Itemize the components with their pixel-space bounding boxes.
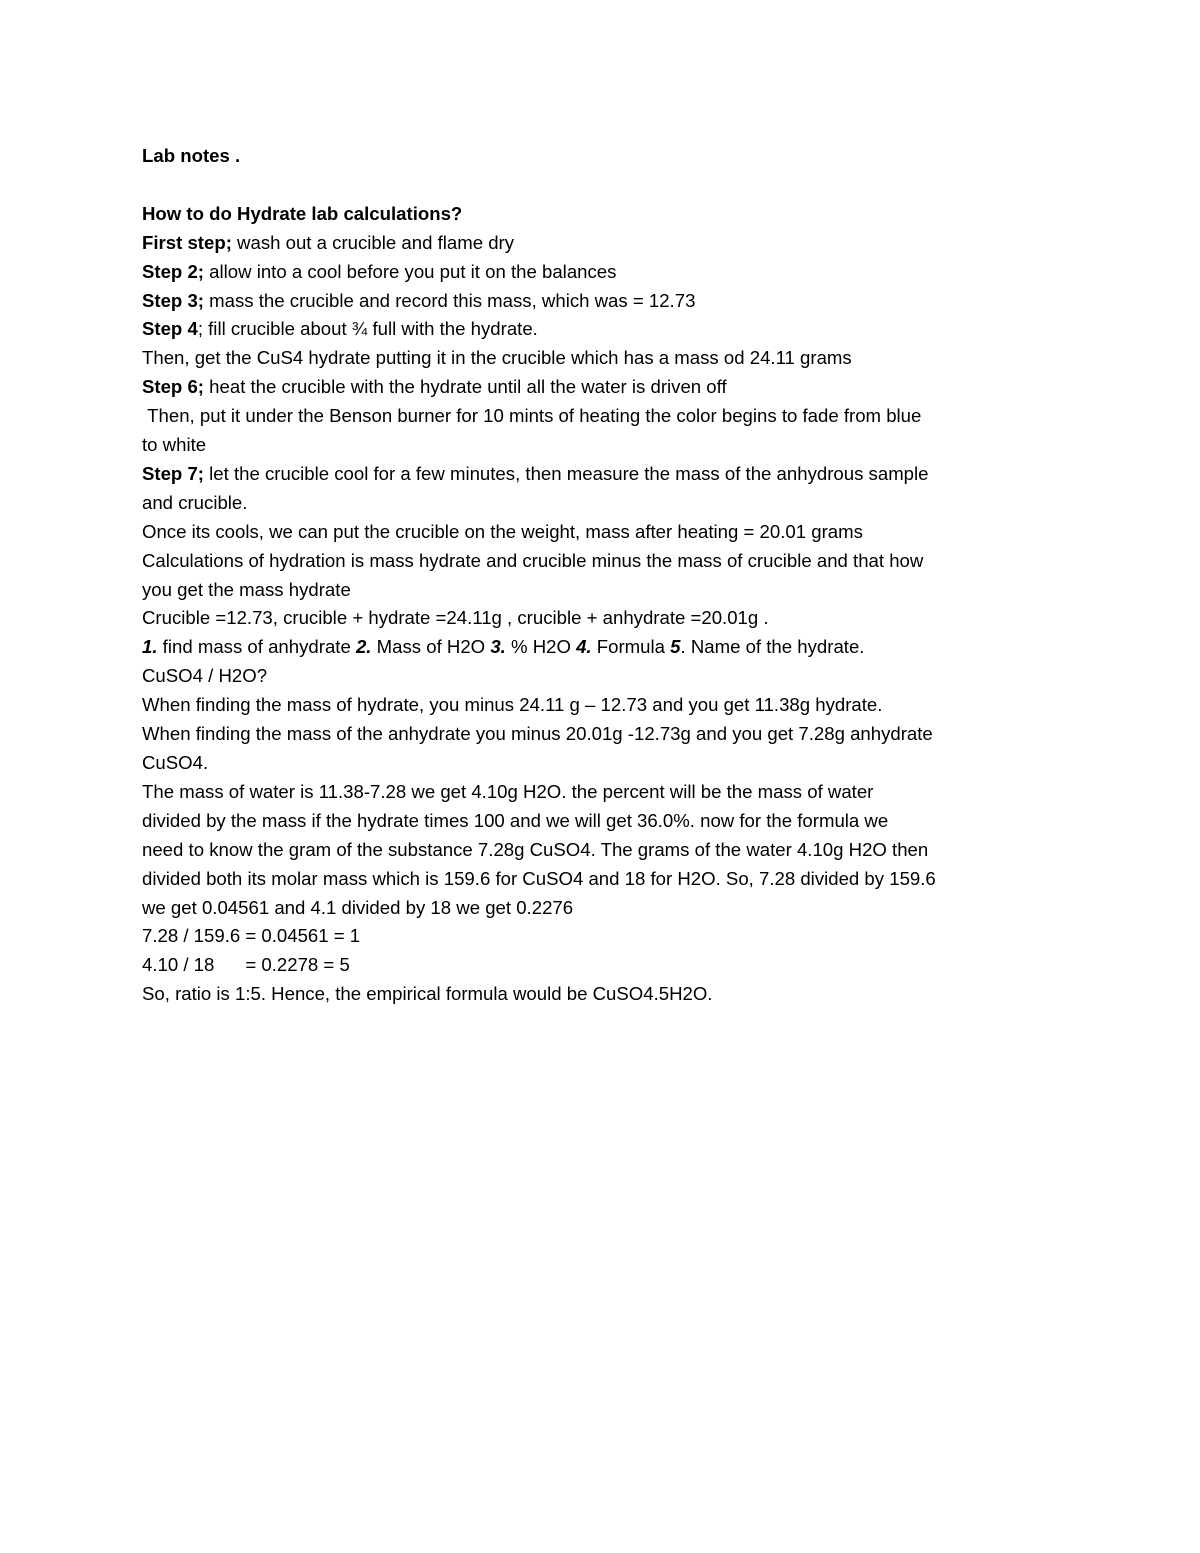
conclusion-line: So, ratio is 1:5. Hence, the empirical formula would be CuSO4.5H2O. xyxy=(142,983,713,1005)
step-label: Step 6; xyxy=(142,376,204,398)
hydrate-mass-line: When finding the mass of hydrate, you minus 24.11 g – 12.73 and you get 11.38g hydrate. xyxy=(142,694,883,716)
ratio-line: 4.10 / 18 = 0.2278 = 5 xyxy=(142,954,350,976)
questions-line xyxy=(142,633,1072,662)
step-text: allow into a cool before you put it on the balances xyxy=(204,260,617,282)
step-text: let the crucible cool for a few minutes, then measure the mass of the anhydrous sample xyxy=(204,462,929,484)
calculation-line-cont: you get the mass hydrate xyxy=(142,578,351,600)
step-label: Step 3; xyxy=(142,289,204,311)
calculation-line: Calculations of hydration is mass hydrate and crucible minus the mass of crucible and that how xyxy=(142,549,924,571)
question-text: find mass of anhydrate xyxy=(157,636,356,658)
water-paragraph-line: divided both its molar mass which is 159.6 for CuSO4 and 18 for H2O. So, 7.28 divided by 159.6 xyxy=(142,867,936,889)
anhydrate-mass-line-cont: CuSO4. xyxy=(142,752,209,774)
step-4 xyxy=(142,315,1072,344)
water-paragraph-line: we get 0.04561 and 4.1 divided by 18 we get 0.2276 xyxy=(142,896,574,918)
step-label: Step 4 xyxy=(142,318,198,340)
question-text: . Name of the hydrate. xyxy=(680,636,865,658)
then-hydrate-line: Then, get the CuS4 hydrate putting it in the crucible which has a mass od 24.11 grams xyxy=(142,347,852,369)
step-2 xyxy=(142,258,1072,287)
water-paragraph-line: The mass of water is 11.38-7.28 we get 4.10g H2O. the percent will be the mass of water xyxy=(142,780,874,802)
step-7-cont: and crucible. xyxy=(142,491,248,513)
doc-title: Lab notes . xyxy=(142,145,241,166)
document-body xyxy=(142,142,1072,1009)
question-text: Mass of H2O xyxy=(371,636,491,658)
step-text: ; fill crucible about ¾ full with the hydrate. xyxy=(197,318,538,340)
blank-line xyxy=(142,171,1072,200)
question-number: 4. xyxy=(576,636,592,658)
masses-line: Crucible =12.73, crucible + hydrate =24.11g , crucible + anhydrate =20.01g . xyxy=(142,607,769,629)
step-label: First step; xyxy=(142,231,232,253)
step-label: Step 2; xyxy=(142,260,204,282)
then-burner-line-cont: to white xyxy=(142,434,207,456)
formula-question: CuSO4 / H2O? xyxy=(142,665,268,687)
step-text: mass the crucible and record this mass, which was = 12.73 xyxy=(204,289,696,311)
question-number: 3. xyxy=(490,636,506,658)
step-text: wash out a crucible and flame dry xyxy=(231,231,515,253)
water-paragraph-line: divided by the mass if the hydrate times 100 and we will get 36.0%. now for the formula we xyxy=(142,809,889,831)
step-label: Step 7; xyxy=(142,462,204,484)
anhydrate-mass-line: When finding the mass of the anhydrate you minus 20.01g -12.73g and you get 7.28g anhydrate xyxy=(142,723,933,745)
ratio-line: 7.28 / 159.6 = 0.04561 = 1 xyxy=(142,925,361,947)
step-7 xyxy=(142,460,1072,489)
question-number: 1. xyxy=(142,636,158,658)
water-paragraph-line: need to know the gram of the substance 7.28g CuSO4. The grams of the water 4.10g H2O then xyxy=(142,838,929,860)
doc-heading: How to do Hydrate lab calculations? xyxy=(142,202,463,224)
question-number: 2. xyxy=(355,636,372,658)
once-cools-line: Once its cools, we can put the crucible on the weight, mass after heating = 20.01 grams xyxy=(142,520,863,542)
question-text: % H2O xyxy=(505,636,577,658)
question-text: Formula xyxy=(591,636,671,658)
step-3 xyxy=(142,287,1072,316)
then-burner-line: Then, put it under the Benson burner for 10 mints of heating the color begins to fade from blue xyxy=(142,405,922,427)
step-first xyxy=(142,229,1072,258)
step-6 xyxy=(142,373,1072,402)
question-number: 5 xyxy=(670,636,681,658)
step-text: heat the crucible with the hydrate until all the water is driven off xyxy=(204,376,727,398)
